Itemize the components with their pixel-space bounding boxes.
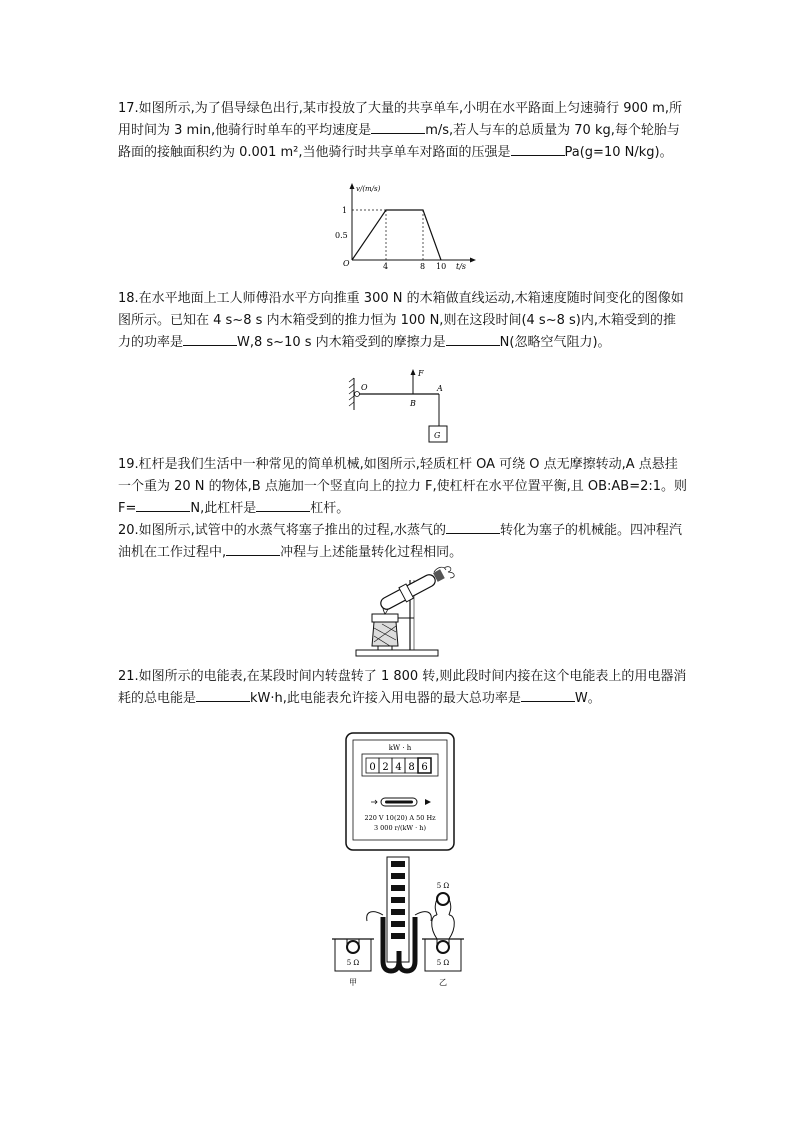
lever-label-o: O	[361, 383, 368, 392]
q19-text-1: 19.杠杆是我们生活中一种常见的简单机械,如图所示,轻质杠杆 OA 可绕 O 点无摩擦转动,A 点悬挂一个重为 20 N 的物体,B 点施加一个竖直向上的拉力 F,使杠杆在水平位置平衡,且 OB:AB=2:1。则 F=	[118, 457, 688, 516]
graph-tick-x-8: 8	[420, 262, 426, 271]
answer-blank[interactable]	[136, 498, 190, 512]
heater-label-right: 乙	[439, 978, 447, 987]
q18-text-1: 18.在水平地面上工人师傅沿水平方向推重 300 N 的木箱做直线运动,木箱速度随时间变化的图像如图所示。已知在 4 s~8 s 内木箱受到的推力恒为 100 N,则在这段时间(4 s~8 s)内,木箱受到的推力的功率是	[118, 291, 684, 350]
meter-spec-line1: 220 V 10(20) A 50 Hz	[364, 814, 436, 822]
lever-label-b: B	[410, 399, 416, 408]
q21-text-2: kW·h,此电能表允许接入用电器的最大总功率是	[250, 691, 521, 706]
answer-blank[interactable]	[511, 142, 565, 156]
velocity-time-graph	[330, 180, 480, 272]
question-19	[118, 454, 688, 520]
q17-text-2: m/s,若人与车的总质量为 70 kg,每个轮胎与路面的接触面积约为 0.001 m²,当他骑行时共享单车对路面的压强是	[118, 123, 680, 160]
heater-r-right-top: 5 Ω	[436, 882, 450, 890]
graph-ylabel: v/(m/s)	[356, 185, 381, 193]
q18-text-2: W,8 s~10 s 内木箱受到的摩擦力是	[237, 335, 446, 350]
answer-blank[interactable]	[183, 332, 237, 346]
meter-digit-3: 4	[395, 762, 402, 773]
question-18	[118, 288, 688, 354]
heater-r-right-bottom: 5 Ω	[436, 959, 450, 967]
q19-text-2: N,此杠杆是	[190, 501, 257, 516]
meter-digit-4: 8	[408, 762, 415, 773]
answer-blank[interactable]	[521, 688, 575, 702]
answer-blank[interactable]	[196, 688, 250, 702]
heater-r-left: 5 Ω	[346, 959, 360, 967]
lever-label-f: F	[418, 369, 424, 378]
graph-tick-y-05: 0.5	[335, 231, 348, 240]
answer-blank[interactable]	[446, 520, 500, 534]
meter-unit: kW · h	[388, 744, 412, 752]
meter-digit-5: 6	[421, 762, 428, 773]
graph-xlabel: t/s	[456, 262, 467, 271]
lever-label-g: G	[434, 431, 441, 440]
meter-spec-line2: 3 000 r/(kW · h)	[373, 824, 427, 832]
q21-text-1: 21.如图所示的电能表,在某段时间内转盘转了 1 800 转,则此段时间内接在这个电能表上的用电器消耗的总电能是	[118, 669, 687, 706]
q18-text-3: N(忽略空气阻力)。	[499, 335, 611, 350]
graph-origin: O	[343, 259, 350, 268]
question-20	[118, 520, 688, 564]
q21-text-3: W。	[574, 691, 601, 706]
q20-text-2: 转化为塞子的机械能。四冲程汽油机在工作过程中,	[118, 523, 682, 560]
graph-tick-x-4: 4	[383, 262, 389, 271]
q20-text-3: 冲程与上述能量转化过程相同。	[280, 545, 463, 560]
answer-blank[interactable]	[446, 332, 500, 346]
answer-blank[interactable]	[371, 120, 425, 134]
q19-text-3: 杠杆。	[310, 501, 350, 516]
answer-blank[interactable]	[256, 498, 310, 512]
lever-diagram	[345, 366, 460, 446]
meter-digit-1: 0	[369, 762, 376, 773]
test-tube-apparatus	[338, 560, 463, 660]
question-17	[118, 98, 688, 164]
graph-tick-x-10: 10	[436, 262, 447, 271]
lever-label-a: A	[437, 384, 443, 393]
electric-energy-meter	[345, 732, 455, 852]
heater-label-left: 甲	[349, 978, 357, 987]
q17-text-1: 17.如图所示,为了倡导绿色出行,某市投放了大量的共享单车,小明在水平路面上匀速骑行 900 m,所用时间为 3 min,他骑行时单车的平均速度是	[118, 101, 682, 138]
q20-text-1: 20.如图所示,试管中的水蒸气将塞子推出的过程,水蒸气的	[118, 523, 446, 538]
meter-digit-2: 2	[382, 762, 389, 773]
heating-experiment-diagram	[325, 855, 475, 990]
graph-tick-y-1: 1	[342, 206, 348, 215]
q17-text-3: Pa(g=10 N/kg)。	[564, 145, 673, 160]
answer-blank[interactable]	[226, 542, 280, 556]
question-21	[118, 666, 688, 710]
